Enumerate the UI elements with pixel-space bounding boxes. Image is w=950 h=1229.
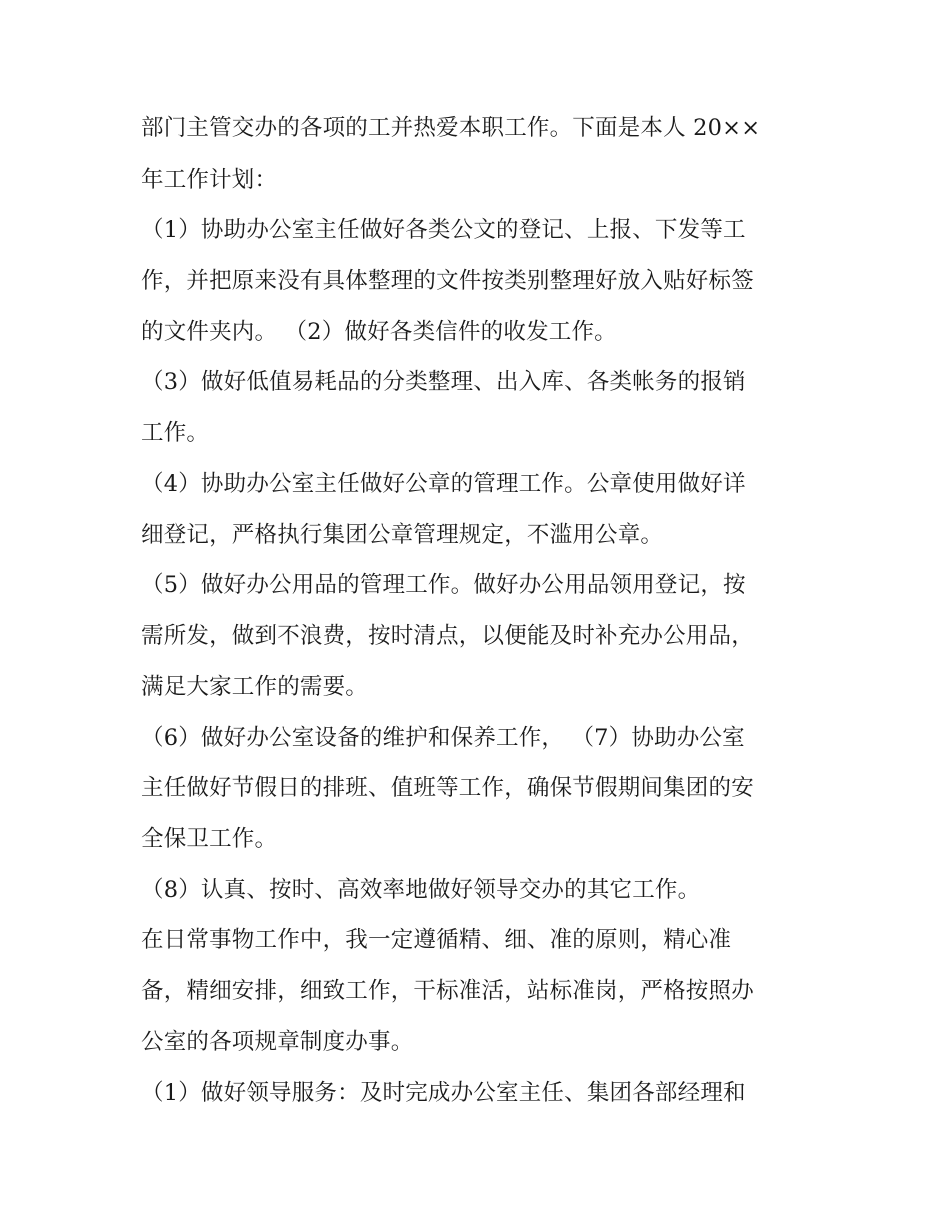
- text-line: （3）做好低值易耗品的分类整理、出入库、各类帐务的报销: [141, 369, 746, 395]
- text-line: 作，并把原来没有具体整理的文件按类别整理好放入贴好标签: [141, 268, 754, 294]
- text-line: 在日常事物工作中，我一定遵循精、细、准的原则，精心准: [141, 927, 732, 953]
- text-line: （1）做好领导服务：及时完成办公室主任、集团各部经理和: [141, 1080, 746, 1106]
- text-line: （4）协助办公室主任做好公章的管理工作。公章使用做好详: [141, 471, 746, 497]
- text-line: 满足大家工作的需要。: [141, 674, 369, 700]
- text-line: （5）做好办公用品的管理工作。做好办公用品领用登记，按: [141, 572, 746, 598]
- text-line: 公室的各项规章制度办事。: [141, 1029, 414, 1055]
- text-line: （8）认真、按时、高效率地做好领导交办的其它工作。: [141, 877, 701, 903]
- text-line: 部门主管交办的各项的工并热爱本职工作。下面是本人 20××: [141, 115, 761, 141]
- text-line: 主任做好节假日的排班、值班等工作，确保节假期间集团的安: [141, 775, 754, 801]
- text-line: （1）协助办公室主任做好各类公文的登记、上报、下发等工: [141, 217, 746, 243]
- text-line: 细登记，严格执行集团公章管理规定，不滥用公章。: [141, 522, 664, 548]
- text-line: 年工作计划：: [141, 167, 278, 193]
- text-line: 需所发，做到不浪费，按时清点，以便能及时补充办公用品，: [141, 623, 754, 649]
- text-line: 工作。: [141, 420, 210, 446]
- text-line: 备，精细安排，细致工作，干标准活，站标准岗，严格按照办: [141, 978, 754, 1004]
- text-line: 全保卫工作。: [141, 826, 278, 852]
- text-line: （6）做好办公室设备的维护和保养工作， （7）协助办公室: [141, 725, 745, 751]
- text-line: 的文件夹内。 （2）做好各类信件的收发工作。: [141, 319, 617, 345]
